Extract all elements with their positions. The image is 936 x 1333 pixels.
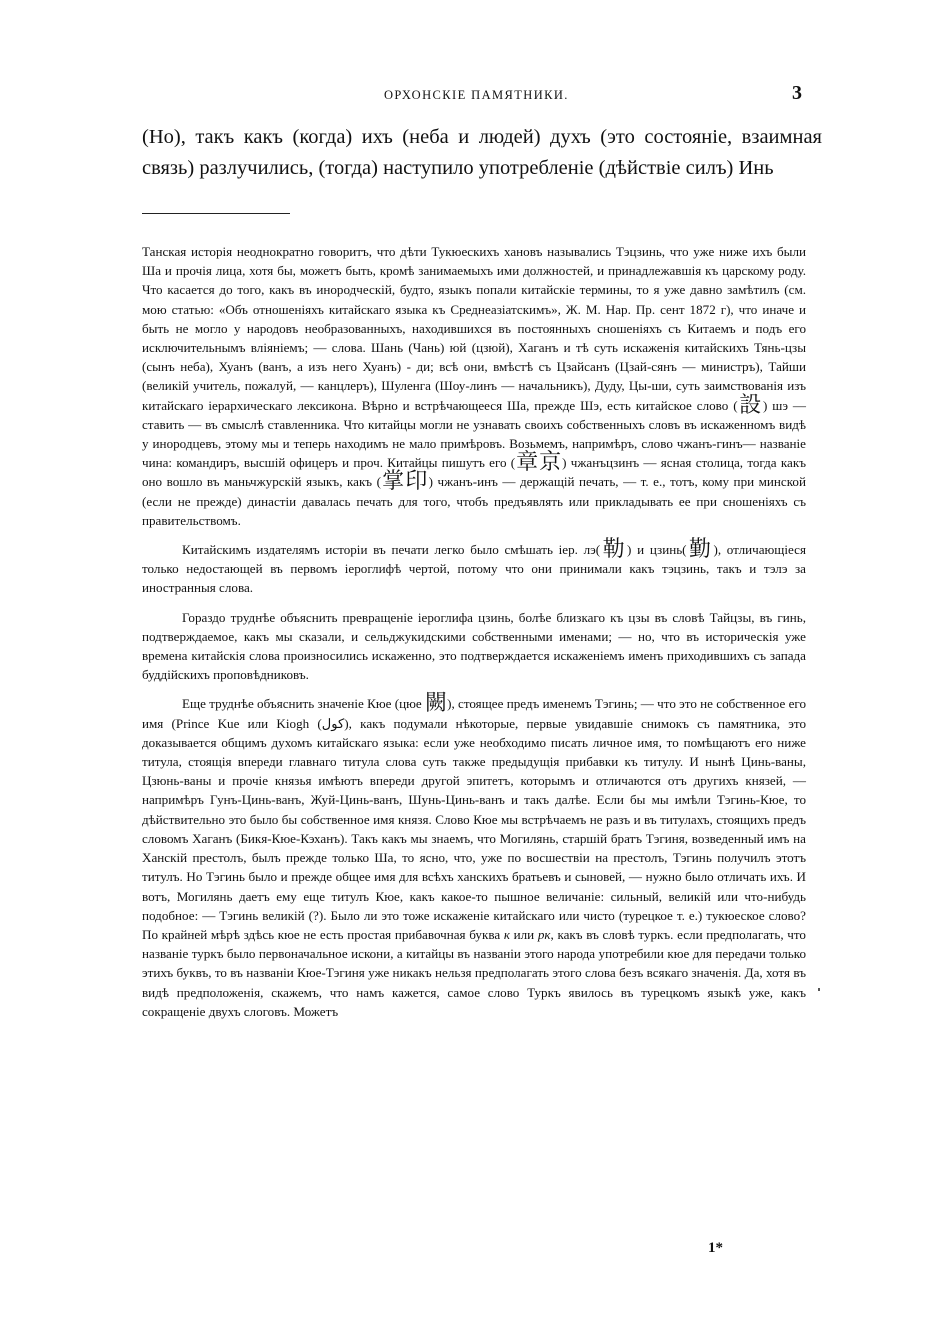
footnote-paragraph-4 [142, 690, 807, 1020]
footnote-text: или [509, 926, 538, 942]
footnote-text: ), стоящее предъ именемъ Тэгинь; — что это не собственное его имя (Prince Kue или Kiogh ( [142, 696, 806, 731]
arabic-script-word: كول [321, 715, 345, 731]
footnote-text: , какъ въ словѣ туркъ. если предполагать, что названіе туркъ было первоначальное искони, а китайцы въ названіи этого народа употребили кюе для передачи только этихъ буквъ, то въ названіи Кюе-Тэгиня уже никакъ нельзя предполагать этого слова безъ всякаго значенія. Да, хотя въ видѣ предположенія, скажемъ, что намъ кажется, самое слово Туркъ явилось въ турецкомъ языкѣ уже, какъ сокращеніе двухъ слоговъ. Можетъ [142, 926, 806, 1019]
footnote-paragraph-2 [142, 536, 806, 598]
margin-speck [818, 988, 820, 991]
footnote-text: Танская исторія неоднократно говоритъ, что дѣти Тукюеcкихъ хановъ назывались Тэцзинь, что уже ниже ихъ были Ша и прочія лица, хотя бы, можетъ быть, кромѣ занимаемыхъ ими должностей, и принадлежавшія къ царскому роду. Что касается до того, какъ въ инородческій, будто, языкъ попали китайскіе термины, то я уже давно замѣтилъ (см. мою статью: «Объ отношеніяхъ китайскаго языка къ Среднеазіатскимъ», Ж. М. Нар. Пр. сент 1872 г), что иначе и быть не могло у народовъ необразованныхъ, находившихся въ постоянныхъ сношеніяхъ съ Китаемъ и подъ его исключительнымъ вліяніемъ; — слова. Шань (Чань) юй (цзюй), Хаганъ и тѣ суть искаженія китайскихъ Тянь-цзы (сынъ неба), Хуанъ (ванъ, а изъ него Хуанъ) - ди; всѣ они, вмѣстѣ съ Цзайсанъ (Цзай-сянъ — министръ), Тайши (великій учитель, пожалуй, — канцлеръ), Шуленга (Шоу-линъ — начальникъ), Дуду, Цы-ши, суть заимствованія изъ китайскаго іерархическаго лексикона. Вѣрно и встрѣчающееся Ша, прежде Шэ, есть китайское слово ( [142, 244, 806, 413]
footnote-text: ) шэ — ставить — въ смыслѣ ставленника. Что китайцы могли не узнавать своихъ собственныхъ словъ въ искаженномъ видѣ у инородцевъ, этому мы и теперь находимъ не мало примѣровъ. Возьмемъ, напримѣръ, слово чжанъ-гинъ— названіе чина: командиръ, высшій офицеръ и проч. Китайцы пишутъ его ( [142, 397, 806, 471]
footnote-paragraph-3: Гораздо труднѣе объяснить превращеніе іероглифа цзинь, болѣе близкаго къ цзы въ словѣ Тайцзы, въ гинь, подтверждаемое, какъ мы сказали, и сельджукидскими собственными именами; — но, что въ историческія уже времена китайскія слова произносились искаженно, это подтверждается искаженіемъ именъ приходившихъ съ запада буддійскихъ проповѣдниковъ. [142, 609, 806, 683]
main-text: (Но), такъ какъ (когда) ихъ (неба и людей) духъ (это состояніе, взаимная связь) разлучились, (тогда) наступило употребленіе (дѣйствіе силъ) Инь [142, 126, 822, 179]
page-number: 3 [792, 82, 802, 104]
footnote-separator-rule [142, 213, 290, 214]
printer-signature-mark: 1* [708, 1240, 723, 1256]
footnote-text: Еще труднѣе объяснить значеніе Кюе (цюе [182, 696, 426, 712]
footnote-text: ) и цзинь( [627, 542, 687, 558]
italic-letter: к [503, 926, 510, 942]
chinese-characters: 掌印 [380, 468, 429, 494]
page-header [0, 84, 936, 108]
running-head: ОРХОНСКІЕ ПАМЯТНИКИ. [384, 88, 569, 102]
footnote-text: ), какъ подумали нѣкоторые, первые увидавшіе снимокъ съ памятника, это доказывается общимъ духомъ китайскаго языка: если уже необходимо писать личное имя, то помѣщаютъ его ниже титула, стоящія впереди главнаго титула слова суть также предыдущія прибавки къ титулу. И нынѣ Цинь-ваны, Цзюнь-ваны и прочіе князья имѣютъ впереди другой эпитетъ, которымъ и отличаются отъ другихъ князей, — напримѣръ Гунъ-Цинь-ванъ, Жуй-Цинь-ванъ, Шунь-Цинь-ванъ и такъ далѣе. Если бы мы имѣли Тэгинь-Кюе, то дѣйствительно это было бы собственное имя князя. Слово Кюе мы встрѣчаемъ не разъ и въ титулахъ, стоящихъ предъ словомъ Хаганъ (Бикя-Кюе-Кэханъ). Такъ какъ мы знаемъ, что Могилянь, старшій братъ Тэгиня, возведенный имъ на Ханскій престолъ, былъ прежде только Ша, то ясно, что, уже по восшествіи на престолъ, Тэгинь получилъ этотъ титулъ. Но Тэгинь было и прежде общее имя для всѣхъ ханскихъ братьевъ и сыновей, — нужно было отличать ихъ. И вотъ, Могилянь даетъ ему еще титулъ Кюе, какъ какое-то пышное величаніе: сильный, великій или что-нибудь подобное: — Тэгинь великій (?). Было ли это тоже искаженіе китайскаго или чисто (турецкое т. е.) тукюеское слово? По крайней мѣрѣ здѣсь кюе не есть простая прибавочная буква [142, 715, 807, 942]
footnote-text: Китайскимъ издателямъ исторіи въ печати легко было смѣшать іер. лэ( [182, 542, 601, 558]
footnote-text: ), отличающіеся только недостающей въ первомъ іероглифѣ чертой, потому что они принимали какъ тэцзинь, такъ и тэлэ за иностранныя слова. [142, 542, 806, 596]
chinese-characters: 章京 [515, 449, 563, 475]
chinese-characters: 勤 [686, 536, 714, 562]
chinese-characters: 勒 [600, 536, 628, 562]
footnote-paragraph-1 [142, 242, 806, 530]
chinese-characters: 設 [737, 391, 763, 417]
chinese-characters: 闕 [425, 690, 448, 716]
footnote-text: ) чжанъ-инъ — держащій печать, — т. е., тотъ, кому при минской (если не прежде) династіи давалась печать для того, чтобъ предъявлять или прикладывать ее при сношеніяхъ съ правительствомъ. [142, 474, 806, 528]
footnote-text: ) чжанъцзинъ — ясная столица, тогда какъ оно вошло въ маньчжурскій языкъ, какъ ( [142, 455, 806, 490]
footnotes [142, 242, 806, 1021]
italic-letters: рк [537, 926, 551, 942]
